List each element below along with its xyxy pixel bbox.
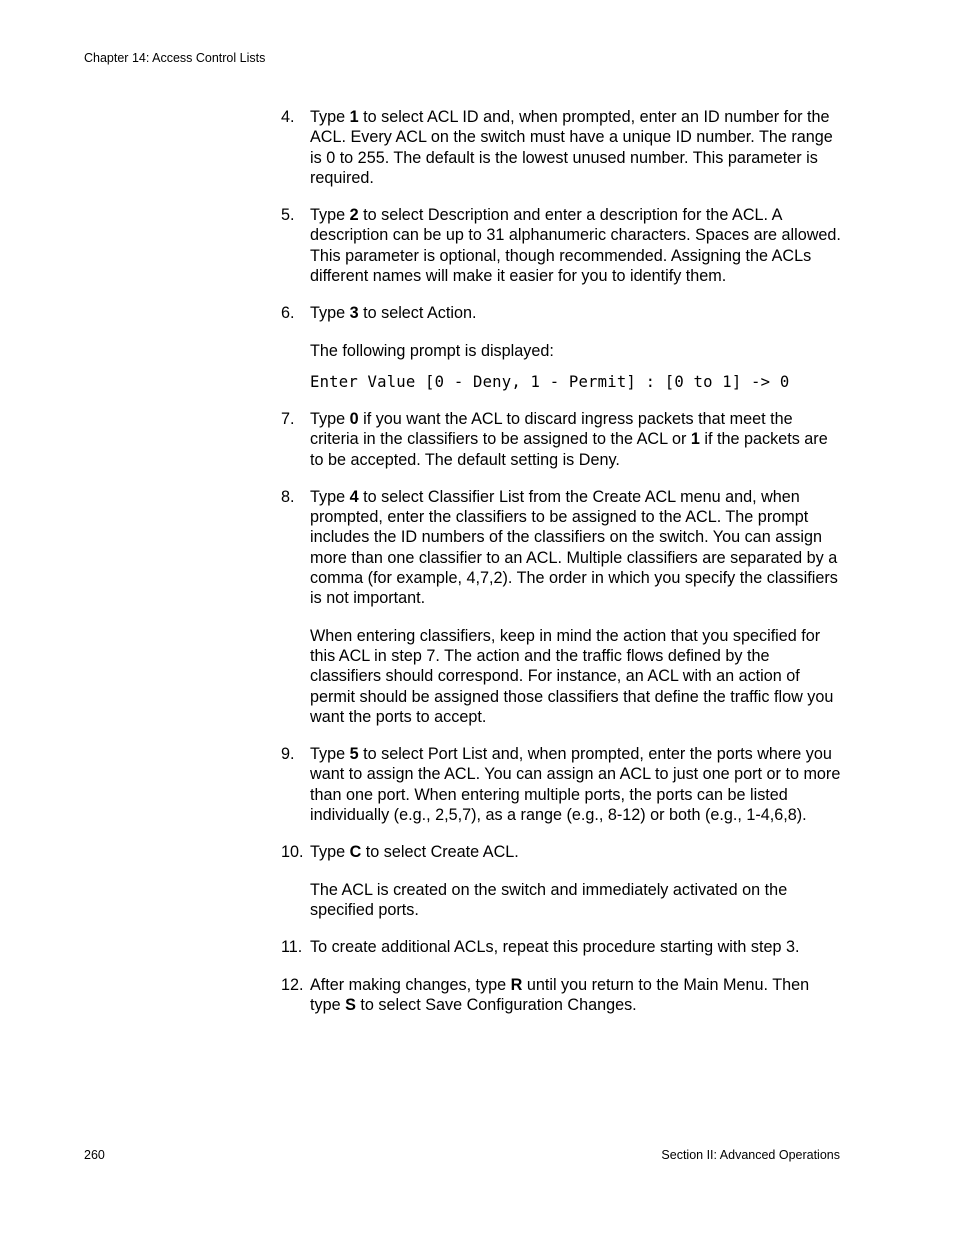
step-body: [310, 303, 843, 392]
step-text: Type 4 to select Classifier List from the Create ACL menu and, when prompted, enter the classifiers to be assigned to the ACL. The prompt includes the ID numbers of the classifiers on the switch. You can assign more than one classifier to an ACL. Multiple classifiers are separated by a comma (for example, 4,7,2). The order in which you specify the classifiers is not important.: [310, 487, 838, 608]
key-label: C: [349, 843, 362, 862]
key-label: 1: [349, 108, 359, 126]
step-10: [281, 842, 843, 920]
key-label: R: [510, 975, 523, 994]
key-label: 2: [349, 206, 359, 225]
step-body: [310, 487, 843, 727]
step-number: 8.: [281, 487, 295, 506]
step-9: [281, 744, 843, 825]
step-number: 12.: [281, 975, 304, 994]
step-5: [281, 205, 843, 286]
step-6: [281, 303, 843, 392]
key-label: S: [345, 995, 356, 1014]
step-text: Type 0 if you want the ACL to discard ingress packets that meet the criteria in the classifiers to be assigned to the ACL or 1 if the packets are to be accepted. The default setting is Deny.: [310, 409, 828, 469]
step-8: [281, 487, 843, 727]
step-4: [281, 107, 843, 188]
step-text: After making changes, type R until you return to the Main Menu. Then type S to select Save Configuration Changes.: [310, 975, 810, 1014]
step-number: 5.: [281, 206, 295, 225]
step-text: Type 3 to select Action.: [310, 304, 477, 323]
page-number: 260: [84, 1148, 105, 1162]
step-body: [310, 975, 843, 1016]
step-text: Type 2 to select Description and enter a description for the ACL. A description can be up to 31 alphanumeric characters. Spaces are allowed. This parameter is optional, though recommended. Assigning the ACLs different names will make it easier for you to identify them.: [310, 206, 841, 286]
key-label: 0: [349, 409, 359, 428]
step-number: 10.: [281, 843, 304, 862]
step-number: 11.: [281, 938, 303, 957]
step-number: 9.: [281, 745, 295, 764]
key-label: 1: [690, 430, 700, 449]
step-body: [310, 937, 843, 957]
step-7: [281, 409, 843, 470]
step-body: [310, 842, 843, 920]
running-header: Chapter 14: Access Control Lists: [84, 51, 266, 65]
key-label: 4: [349, 487, 359, 506]
step-number: 7.: [281, 409, 295, 428]
step-note: When entering classifiers, keep in mind the action that you specified for this ACL in step 7. The action and the traffic flows defined by the classifiers should correspond. For instance, an ACL with an action of permit should be assigned those classifiers that define the traffic flow you want the ports to accept.: [310, 626, 834, 726]
step-11: [281, 937, 843, 957]
step-text: Type 1 to select ACL ID and, when prompted, enter an ID number for the ACL. Every ACL on the switch must have a unique ID number. The range is 0 to 255. The default is the lowest unused number. This parameter is required.: [310, 108, 833, 187]
step-note: The following prompt is displayed:: [310, 341, 554, 360]
running-footer-section: Section II: Advanced Operations: [661, 1148, 840, 1162]
procedure-steps: [281, 107, 843, 1032]
step-number: 6.: [281, 304, 295, 323]
step-body: [310, 744, 843, 825]
step-body: [310, 205, 843, 286]
step-body: [310, 107, 843, 188]
step-text: To create additional ACLs, repeat this procedure starting with step 3.: [310, 938, 800, 957]
step-12: [281, 975, 843, 1016]
step-text: Type C to select Create ACL.: [310, 843, 519, 862]
step-text: Type 5 to select Port List and, when prompted, enter the ports where you want to assign the ACL. You can assign an ACL to just one port or to more than one port. When entering multiple ports, the ports can be listed individually (e.g., 2,5,7), as a range (e.g., 8-12) or both (e.g., 1-4,6,8).: [310, 745, 841, 825]
step-body: [310, 409, 843, 470]
key-label: 5: [349, 745, 359, 764]
step-number: 4.: [281, 108, 295, 126]
prompt-code: Enter Value [0 - Deny, 1 - Permit] : [0 to 1] -> 0: [310, 372, 790, 391]
key-label: 3: [349, 304, 359, 323]
step-note: The ACL is created on the switch and immediately activated on the specified ports.: [310, 880, 788, 919]
